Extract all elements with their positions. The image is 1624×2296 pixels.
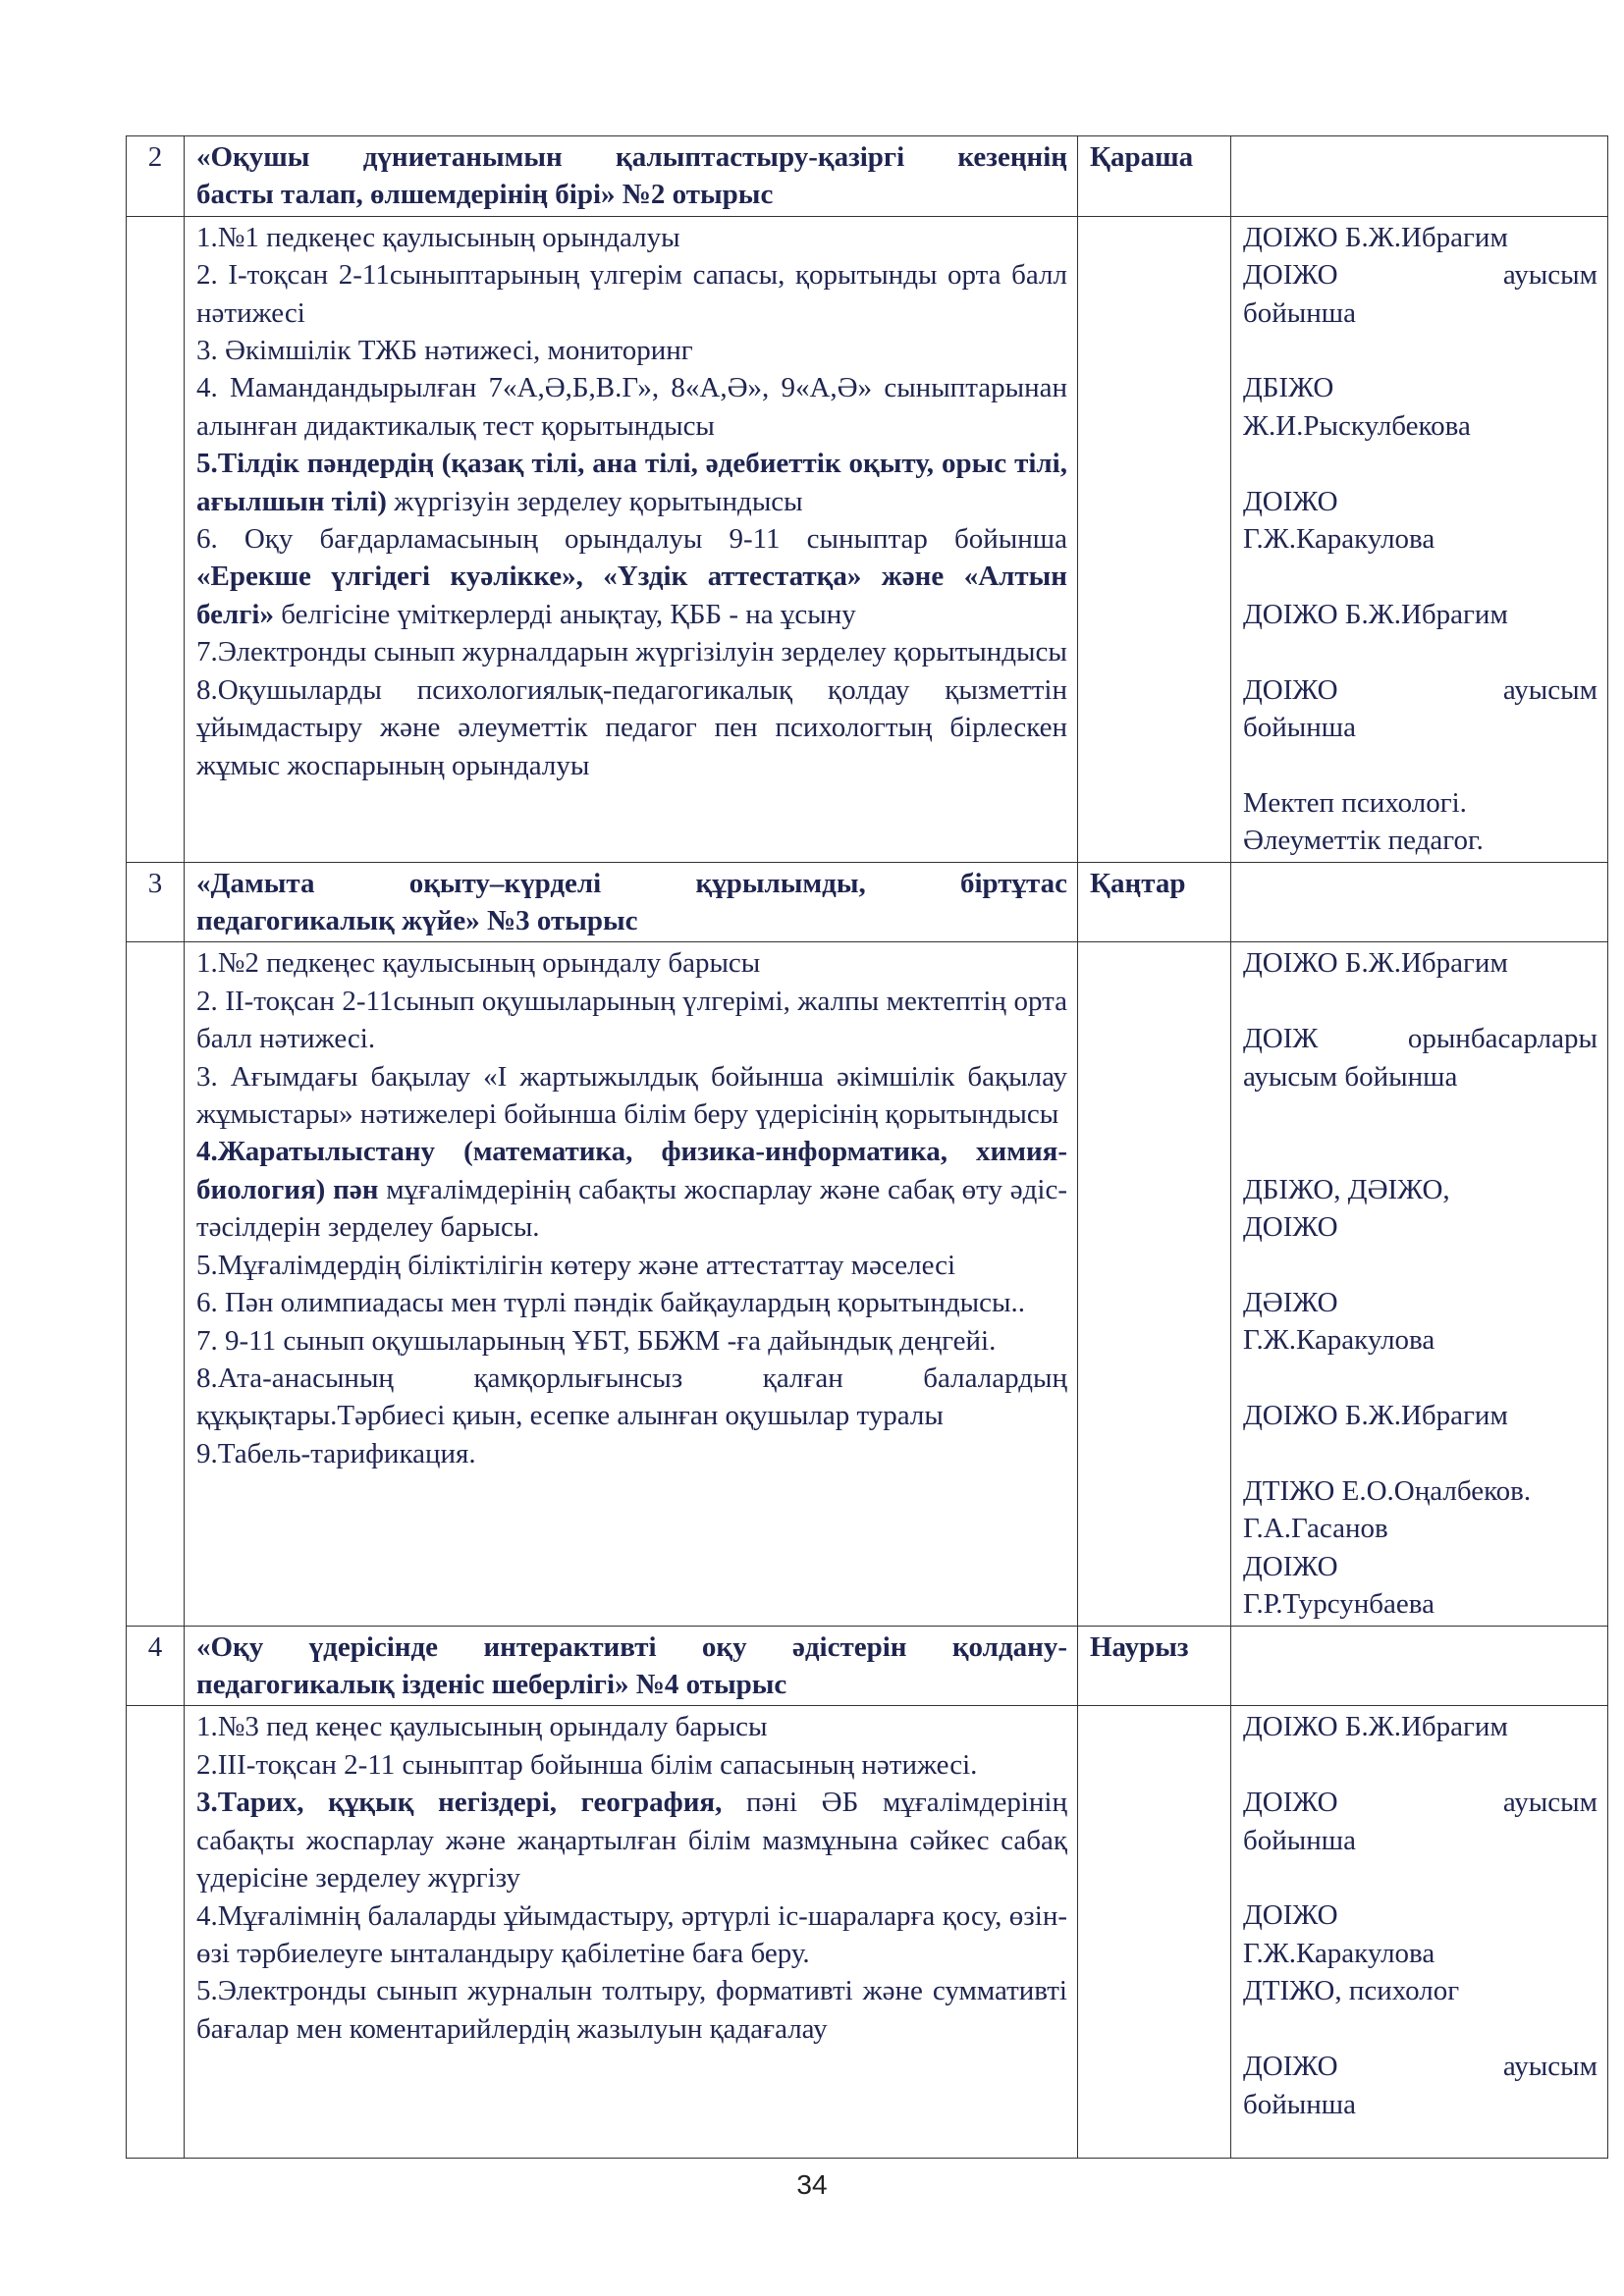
table-row <box>127 216 1608 862</box>
empty-cell <box>127 1706 185 2159</box>
list-item: 6. Оқу бағдарламасының орындалуы 9-11 сыныптар бойынша «Ерекше үлгідегі куәлікке», «Үздік аттестатқа» және «Алтын белгі» белгісіне үміткерлерді анықтау, ҚББ - на ұсыну <box>196 523 1067 630</box>
section-title: «Оқушы дүниетанымын қалыптастыру-қазіргі кезеңнің басты талап, өлшемдерінің бірі» №2 отырыс <box>185 136 1078 217</box>
empty-cell <box>127 216 185 862</box>
empty-cell <box>1231 136 1608 217</box>
list-item: 4.Жаратылыстану (математика, физика-информатика, химия-биология) пән мұғалімдерінің сабақты жоспарлау және сабақ өту әдіс-тәсілдерін зерделеу барысы. <box>196 1136 1067 1244</box>
empty-cell <box>1231 862 1608 942</box>
responsible-persons: ДОІЖО Б.Ж.Ибрагим ДОІЖ орынбасарлары ауысым бойынша ДБІЖО, ДӘІЖО, ДОІЖО ДӘІЖО Г.Ж.Каракулова ДОІЖО Б.Ж.Ибрагим ДТІЖО Е.О.Оңалбеков. Г.А.Гасанов ДОІЖО Г.Р.Турсунбаева <box>1231 942 1608 1626</box>
section-title: «Дамыта оқыту–күрделі құрылымды, біртұтас педагогикалық жүйе» №3 отырыс <box>185 862 1078 942</box>
list-item: 6. Пән олимпиадасы мен түрлі пәндік байқаулардың қорытындысы.. <box>196 1287 1025 1319</box>
section-month: Қараша <box>1078 136 1231 217</box>
list-item: 3. Әкімшілік ТЖБ нәтижесі, мониторинг <box>196 335 693 367</box>
list-item: 9.Табель-тарификация. <box>196 1437 476 1469</box>
agenda-items <box>185 942 1078 1626</box>
list-item: 1.№1 педкеңес қаулысының орындалуы <box>196 221 680 253</box>
empty-cell <box>1231 1626 1608 1706</box>
table-row <box>127 862 1608 942</box>
table-row <box>127 1706 1608 2159</box>
meeting-plan-table <box>126 135 1608 2159</box>
section-number: 4 <box>127 1626 185 1706</box>
empty-cell <box>1078 1706 1231 2159</box>
list-item: 1.№2 педкеңес қаулысының орындалу барысы <box>196 947 761 980</box>
section-number: 3 <box>127 862 185 942</box>
list-item: 8.Ата-анасының қамқорлығынсыз қалған балалардың құқықтары.Тәрбиесі қиын, есепке алынған оқушылар туралы <box>196 1362 1067 1432</box>
table-row <box>127 136 1608 217</box>
list-item: 7.Электронды сынып журналдарын жүргізілуін зерделеу қорытындысы <box>196 636 1067 668</box>
list-item: 8.Оқушыларды психологиялық-педагогикалық қолдау қызметтін ұйымдастыру және әлеуметтік педагог пен психологтың бірлескен жұмыс жоспарының орындалуы <box>196 673 1067 781</box>
list-item: 7. 9-11 сынып оқушыларының ҰБТ, ББЖМ -ға дайындық деңгейі. <box>196 1324 997 1357</box>
list-item: 3.Тарих, құқық негіздері, география, пәні ӘБ мұғалімдерінің сабақты жоспарлау және жаңартылған білім мазмұнына сәйкес сабақ үдерісіне зерделеу жүргізу <box>196 1787 1067 1895</box>
section-month: Наурыз <box>1078 1626 1231 1706</box>
section-month: Қаңтар <box>1078 862 1231 942</box>
empty-cell <box>1078 216 1231 862</box>
section-title: «Оқу үдерісінде интерактивті оқу әдістерін қолдану- педагогикалық ізденіс шеберлігі» №4 отырыс <box>185 1626 1078 1706</box>
list-item: 3. Ағымдағы бақылау «І жартыжылдық бойынша әкімшілік бақылау жұмыстары» нәтижелері бойынша білім беру үдерісінің қорытындысы <box>196 1060 1067 1131</box>
list-item: 1.№3 пед кеңес қаулысының орындалу барысы <box>196 1711 768 1743</box>
responsible-persons: ДОІЖО Б.Ж.Ибрагим ДОІЖО ауысым бойынша ДОІЖО Г.Ж.Каракулова ДТІЖО, психолог ДОІЖО ауысым бойынша <box>1231 1706 1608 2159</box>
section-number: 2 <box>127 136 185 217</box>
list-item: 4.Мұғалімнің балаларды ұйымдастыру, әртүрлі іс-шараларға қосу, өзін-өзі тәрбиелеуге ынталандыру қабілетіне баға беру. <box>196 1899 1067 1969</box>
list-item: 2.ІІІ-тоқсан 2-11 сыныптар бойынша білім сапасының нәтижесі. <box>196 1748 978 1781</box>
page-number: 34 <box>796 2169 828 2200</box>
table-row <box>127 1626 1608 1706</box>
list-item: 5.Электронды сынып журналын толтыру, формативті және суммативті бағалар мен коментарийлердің жазылуын қадағалау <box>196 1975 1067 2045</box>
list-item: 2. ІІ-тоқсан 2-11сынып оқушыларының үлгерімі, жалпы мектептің орта балл нәтижесі. <box>196 985 1067 1055</box>
list-item: 4. Мамандандырылған 7«А,Ә,Б,В.Г», 8«А,Ә», 9«А,Ә» сыныптарынан алынған дидактикалық тест қорытындысы <box>196 372 1067 442</box>
empty-cell <box>127 942 185 1626</box>
list-item: 5.Тілдік пәндердің (қазақ тілі, ана тілі, әдебиеттік оқыту, орыс тілі, ағылшын тілі) жүргізуін зерделеу қорытындысы <box>196 448 1067 517</box>
list-item: 2. І-тоқсан 2-11сыныптарының үлгерім сапасы, қорытынды орта балл нәтижесі <box>196 259 1067 329</box>
agenda-items <box>185 216 1078 862</box>
agenda-items <box>185 1706 1078 2159</box>
list-item: 5.Мұғалімдердің біліктілігін көтеру және аттестаттау мәселесі <box>196 1249 956 1281</box>
responsible-persons: ДОІЖО Б.Ж.Ибрагим ДОІЖО ауысым бойынша ДБІЖО Ж.И.Рыскулбекова ДОІЖО Г.Ж.Каракулова ДОІЖО Б.Ж.Ибрагим ДОІЖО ауысым бойынша Мектеп психологі. Әлеуметтік педагог. <box>1231 216 1608 862</box>
table-row <box>127 942 1608 1626</box>
empty-cell <box>1078 942 1231 1626</box>
